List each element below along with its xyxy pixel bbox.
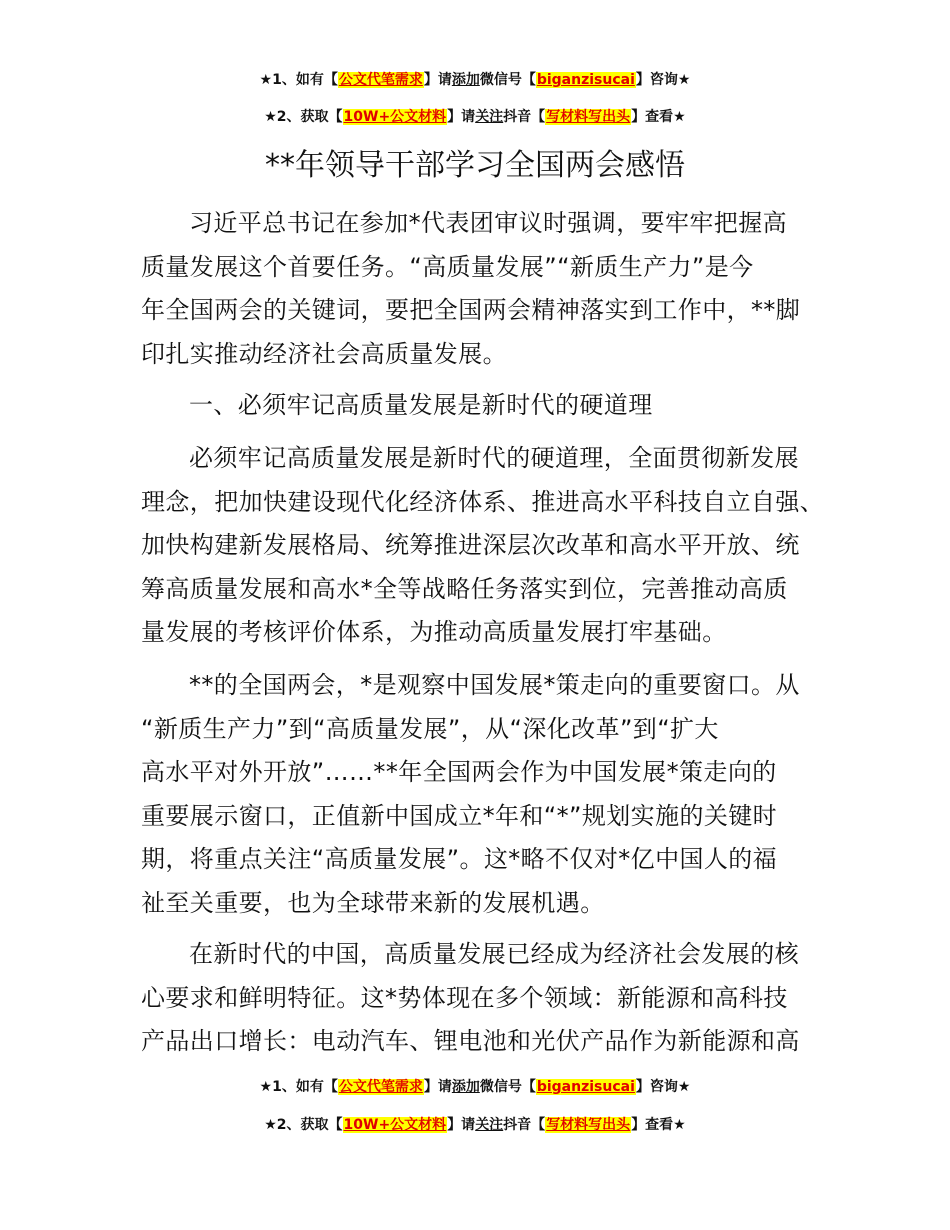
- paragraph-line: 筹高质量发展和高水*全等战略任务落实到位，完善推动高质: [141, 574, 788, 603]
- paragraph-line: 产品出口增长：电动汽车、锂电池和光伏产品作为新能源和高: [141, 1027, 800, 1055]
- banner-text: ★2、获取【: [264, 109, 343, 125]
- banner-text: 】请: [447, 109, 476, 125]
- paragraph-body: [141, 437, 825, 655]
- banner-highlight: biganzisucai: [536, 72, 635, 88]
- paragraph-line: 质量发展这个首要任务。“高质量发展”“新质生产力”是今: [141, 252, 754, 281]
- banner-text: 】请: [423, 72, 452, 88]
- banner-text: 】请: [423, 1079, 452, 1095]
- banner-text: 】请: [447, 1117, 476, 1133]
- banner-text: ★2、获取【: [264, 1117, 343, 1133]
- promo-banner-top-2: [0, 107, 950, 127]
- banner-highlight: 10W+公文材料: [343, 109, 447, 125]
- banner-text: 】咨询★: [635, 1079, 691, 1095]
- banner-text: 】查看★: [631, 1117, 686, 1133]
- banner-underlined: 关注: [475, 1117, 504, 1133]
- paragraph-line: 心要求和鲜明特征。这*势体现在多个领域：新能源和高科技: [141, 983, 788, 1012]
- paragraph-line: “新质生产力”到“高质量发展”，从“深化改革”到“扩大: [141, 714, 719, 743]
- paragraph-line: **的全国两会，*是观察中国发展*策走向的重要窗口。从: [189, 671, 800, 699]
- paragraph-body: [141, 664, 821, 925]
- paragraph-line: 习近平总书记在参加*代表团审议时强调，要牢牢把握高: [189, 209, 787, 237]
- banner-underlined: 关注: [475, 109, 504, 125]
- paragraph-body: [141, 933, 821, 1064]
- banner-highlight: 公文代笔需求: [338, 1079, 423, 1095]
- banner-text: 抖音【: [503, 109, 546, 125]
- paragraph-line: 加快构建新发展格局、统筹推进深层次改革和高水平开放、统: [141, 531, 800, 559]
- banner-highlight: 公文代笔需求: [338, 72, 423, 88]
- paragraph-line: 印扎实推动经济社会高质量发展。: [141, 339, 507, 368]
- banner-text: 】咨询★: [635, 72, 691, 88]
- banner-text: 微信号【: [479, 72, 536, 88]
- paragraph-line: 高水平对外开放”……**年全国两会作为中国发展*策走向的: [141, 758, 777, 786]
- paragraph-line: 年全国两会的关键词，要把全国两会精神落实到工作中，**脚: [141, 296, 801, 324]
- promo-banner-bottom-2: [0, 1115, 950, 1135]
- paragraph-intro: [141, 202, 821, 376]
- section-heading: [141, 384, 821, 428]
- paragraph-line: 期，将重点关注“高质量发展”。这*略不仅对*亿中国人的福: [141, 845, 778, 873]
- paragraph-line: 必须牢记高质量发展是新时代的硬道理，全面贯彻新发展: [189, 444, 799, 472]
- paragraph-line: 量发展的考核评价体系，为推动高质量发展打牢基础。: [141, 618, 727, 646]
- paragraph-line: 祉至关重要，也为全球带来新的发展机遇。: [141, 888, 605, 917]
- banner-text: ★1、如有【: [259, 1079, 338, 1095]
- banner-text: 】查看★: [631, 109, 686, 125]
- banner-highlight: 写材料写出头: [546, 1117, 631, 1133]
- paragraph-line: 在新时代的中国，高质量发展已经成为经济社会发展的核: [189, 940, 799, 968]
- banner-text: ★1、如有【: [259, 72, 338, 88]
- paragraph-line: 重要展示窗口，正值新中国成立*年和“*”规划实施的关键时: [141, 801, 778, 830]
- banner-highlight: 写材料写出头: [546, 109, 631, 125]
- promo-banner-bottom-1: [0, 1077, 950, 1097]
- promo-banner-top-1: [0, 70, 950, 90]
- banner-underlined: 添加: [451, 72, 480, 88]
- banner-text: 微信号【: [479, 1079, 536, 1095]
- banner-underlined: 添加: [451, 1079, 480, 1095]
- section-heading-text: 一、必须牢记高质量发展是新时代的硬道理: [189, 391, 653, 419]
- banner-highlight: biganzisucai: [536, 1079, 635, 1095]
- document-title: **年领导干部学习全国两会感悟: [265, 148, 685, 183]
- banner-text: 抖音【: [503, 1117, 546, 1133]
- banner-highlight: 10W+公文材料: [343, 1117, 447, 1133]
- paragraph-line: 理念，把加快建设现代化经济体系、推进高水平科技自立自强、: [141, 487, 825, 516]
